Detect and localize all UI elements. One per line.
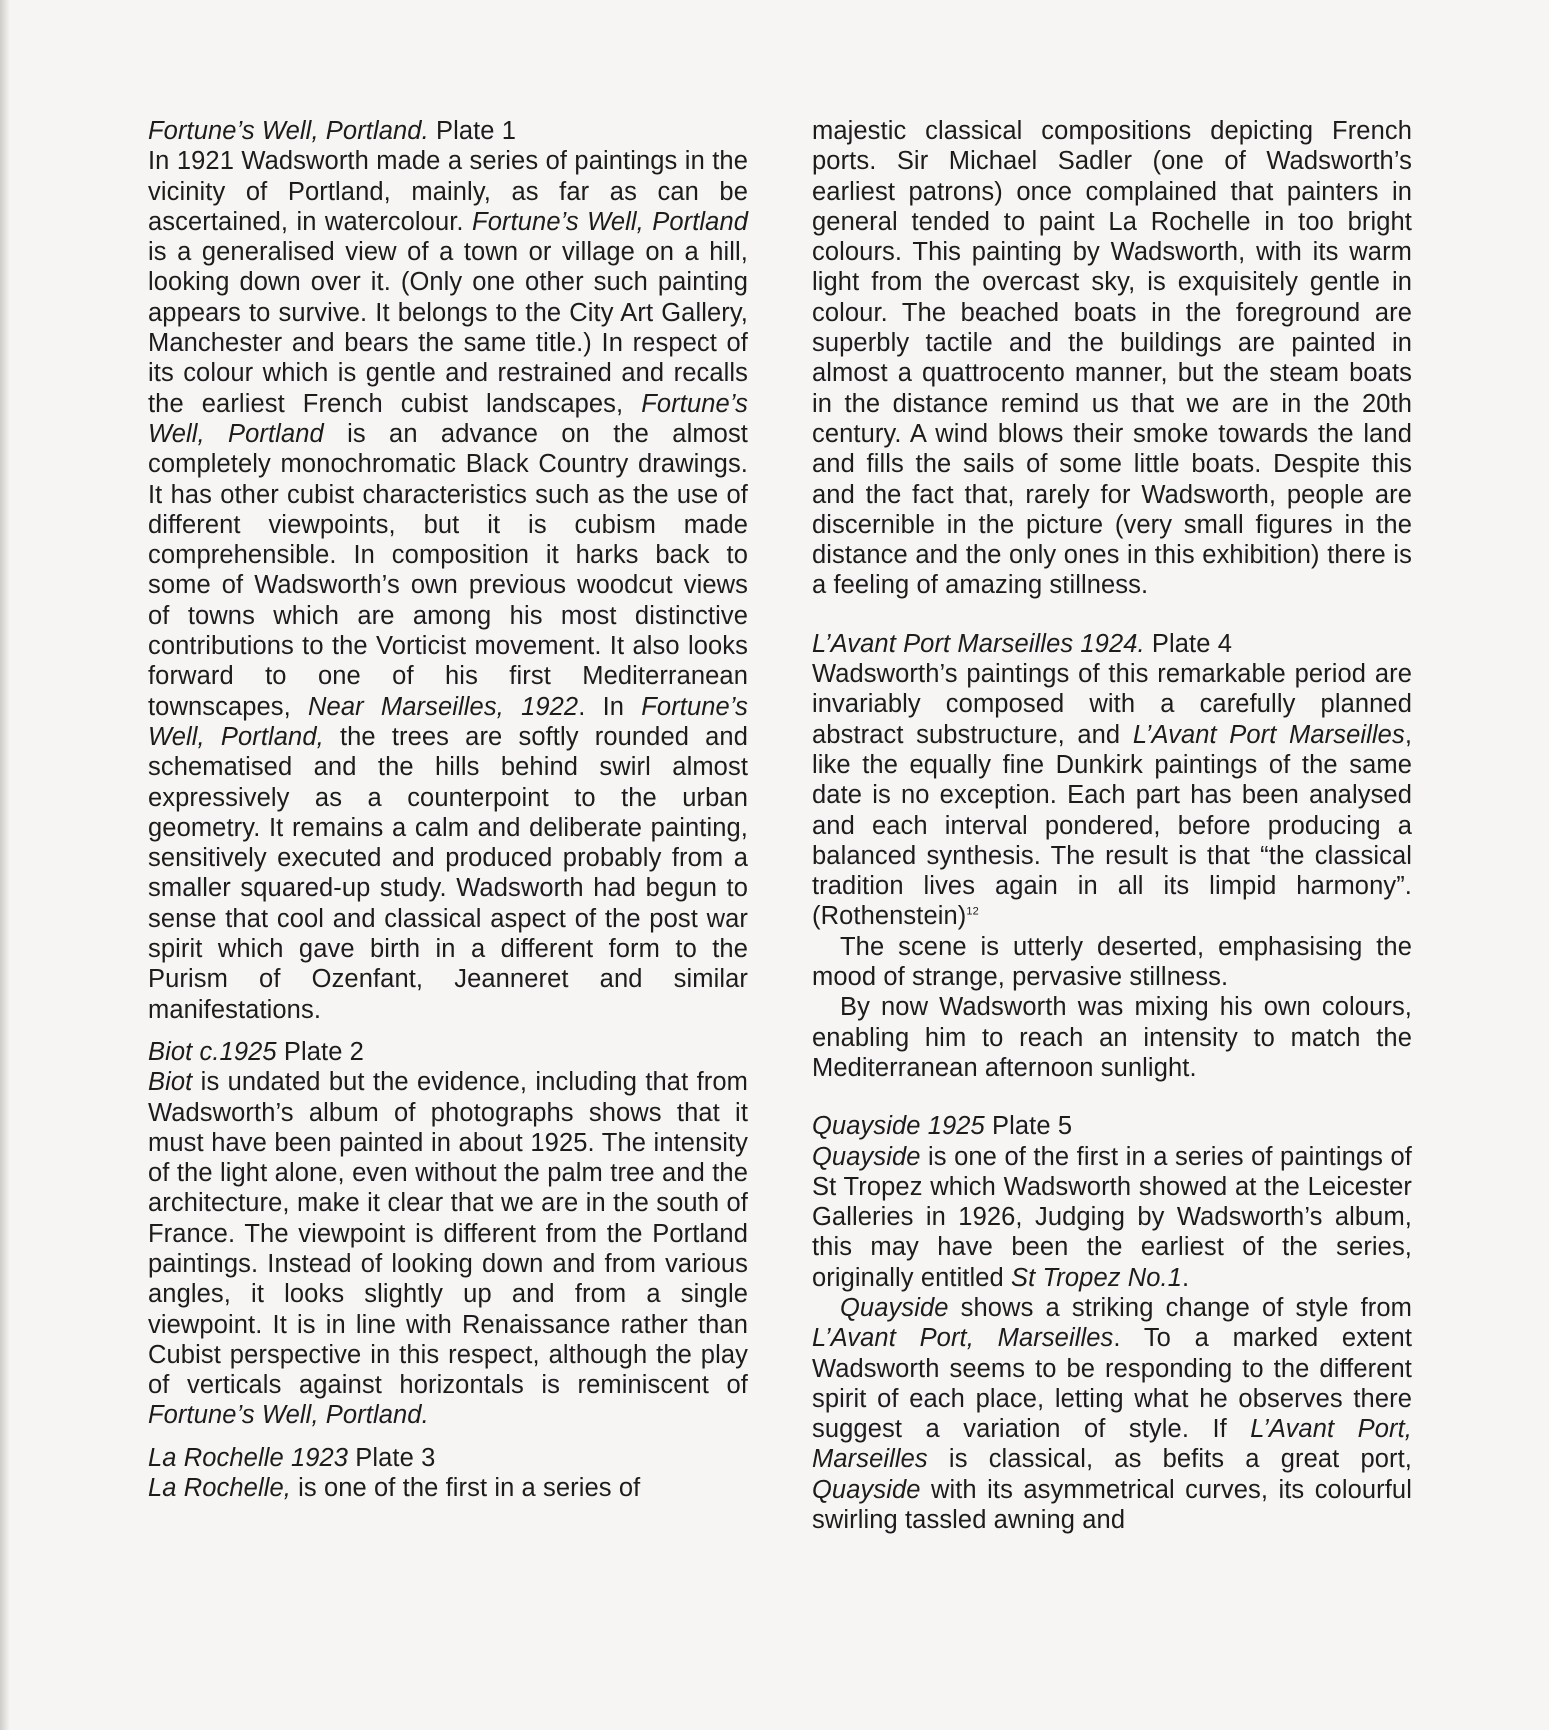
plate-number: Plate 2 [283, 1037, 364, 1066]
entry-paragraph: Biot is undated but the evidence, including that from Wadsworth’s album of photographs shows that it must have been painted in about 1925. The intensity of the light alone, even without the palm tree and the architecture, make it clear that we are in the south of France. The viewpoint is different from the Portland paintings. Instead of looking down and from various angles, it looks slightly up and from a single viewpoint. It is in line with Renaissance rather than Cubist perspective in this respect, although the play of verticals against horizontals is reminiscent of Fortune’s Well, Portland. [148, 1068, 748, 1430]
entry-fortunes-well [148, 116, 748, 1025]
entry-paragraph: majestic classical compositions depicting French ports. Sir Michael Sadler (one of Wadsworth’s earliest patrons) once complained that painters in general tended to paint La Rochelle in too bright colours. This painting by Wadsworth, with its warm light from the overcast sky, is exquisitely gentle in colour. The beached boats in the foreground are superbly tactile and the buildings are painted in almost a quattrocento manner, but the steam boats in the distance remind us that we are in the 20th century. A wind blows their smoke towards the land and fills the sails of some little boats. Despite this and the fact that, rarely for Wadsworth, people are discernible in the picture (very small figures in the distance and the only ones in this exhibition) there is a feeling of amazing stillness. [812, 117, 1412, 600]
entry-paragraph: La Rochelle, is one of the first in a series of [148, 1474, 641, 1503]
plate-number: Plate 1 [435, 117, 517, 145]
footnote-marker: 12 [966, 905, 979, 918]
entry-paragraph: In 1921 Wadsworth made a series of paintings in the vicinity of Portland, mainly, as far as can be ascertained, in watercolour. Fortune’s Well, Portland is a generalised view of a town or village on a hill, looking down over it. (Only one other such painting appears to survive. It belongs to the City Art Gallery, Manchester and bears the same title.) In respect of its colour which is gentle and restrained and recalls the earliest French cubist landscapes, Fortune’s Well, Portland is an advance on the almost completely monochromatic Black Country drawings. It has other cubist characteristics such as the use of different viewpoints, but it is cubism made comprehensible. In composition it harks back to some of Wadsworth’s own previous woodcut views of towns which are among his most distinctive contributions to the Vorticist movement. It also looks forward to one of his first Mediterranean townscapes, Near Marseilles, 1922. In Fortune’s Well, Portland, the trees are softly rounded and schematised and the hills behind swirl almost expressively as a counterpoint to the urban geometry. It remains a calm and deliberate painting, sensitively executed and produced probably from a smaller squared-up study. Wadsworth had begun to sense that cool and classical aspect of the post war spirit which gave birth in a different form to the Purism of Ozenfant, Jeanneret and similar manifestations. [148, 147, 749, 1024]
entry-title: L’Avant Port Marseilles 1924. [812, 629, 1145, 658]
entry-title: Quayside 1925 [812, 1112, 985, 1141]
entry-title: Biot c.1925 [148, 1037, 277, 1066]
entry-paragraph: Wadsworth’s paintings of this remarkable period are invariably composed with a carefully planned abstract substructure, and L’Avant Port Marseilles, like the equally fine Dunkirk paintings of the same date is no exception. Each part has been analysed and each interval pondered, before producing a balanced synthesis. The result is that “the classical tradition lives again in all its limpid harmony”. (Rothenstein)$^{12}$ [812, 660, 1412, 931]
plate-number: Plate 4 [1151, 629, 1232, 658]
entry-paragraph: Quayside shows a striking change of style from L’Avant Port, Marseilles. To a marked extent Wadsworth seems to be responding to the different spirit of each place, letting what he observes there suggest a variation of style. If L’Avant Port, Marseilles is classical, as befits a great port, Quayside with its asymmetrical curves, its colourful swirling tassled awning and [812, 1293, 1412, 1535]
right-column [812, 116, 1412, 1535]
page-binding-shadow [0, 0, 10, 1730]
plate-number: Plate 3 [355, 1443, 436, 1472]
entry-avant-port [812, 629, 1412, 1083]
entry-heading [812, 1111, 1412, 1141]
entry-heading [148, 1037, 748, 1067]
entry-paragraph: The scene is utterly deserted, emphasising the mood of strange, pervasive stillness. [812, 932, 1412, 992]
plate-number: Plate 5 [992, 1112, 1073, 1141]
entry-biot [148, 1037, 748, 1431]
entry-paragraph: By now Wadsworth was mixing his own colours, enabling him to reach an intensity to match the Mediterranean afternoon sunlight. [812, 993, 1412, 1082]
left-column [148, 116, 748, 1503]
entry-la-rochelle-continued [812, 116, 1412, 601]
entry-heading [148, 116, 748, 146]
entry-title: La Rochelle 1923 [148, 1443, 349, 1472]
entry-title: Fortune’s Well, Portland. [148, 117, 429, 145]
entry-quayside [812, 1111, 1412, 1535]
entry-heading [148, 1443, 748, 1473]
entry-la-rochelle [148, 1443, 748, 1504]
entry-heading [812, 629, 1412, 659]
entry-paragraph: Quayside is one of the first in a series of paintings of St Tropez which Wadsworth showed at the Leicester Galleries in 1926, Judging by Wadsworth’s album, this may have been the earliest of the series, originally entitled St Tropez No.1. [812, 1142, 1412, 1292]
